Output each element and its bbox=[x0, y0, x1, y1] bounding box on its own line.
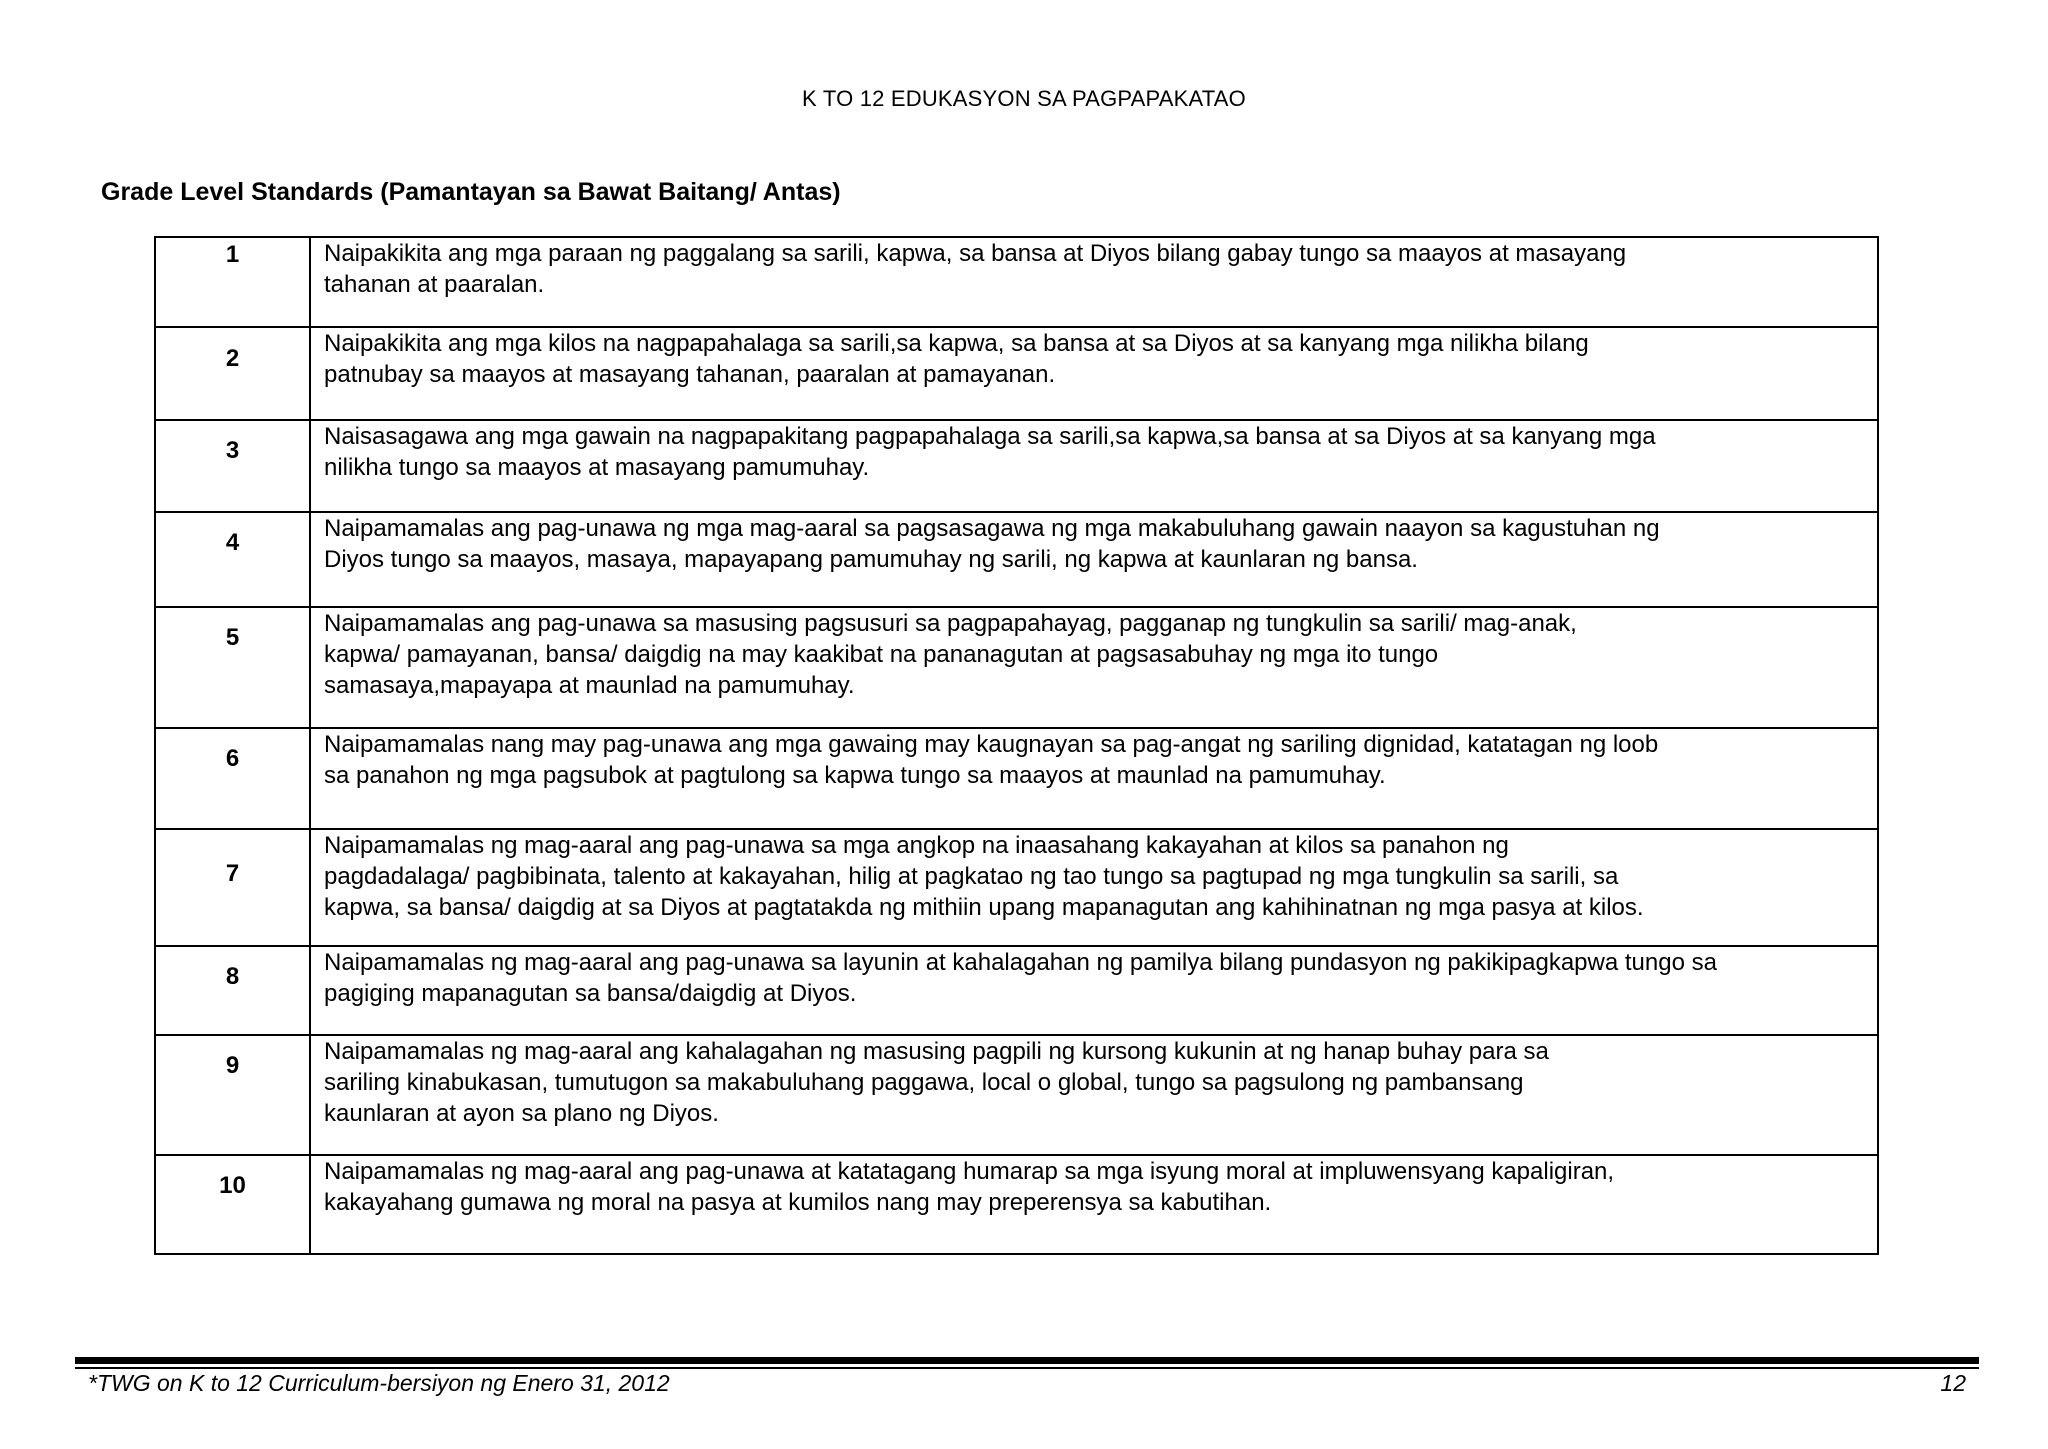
grade-cell bbox=[155, 607, 310, 728]
grade-number: 8 bbox=[225, 963, 240, 990]
grade-number: 3 bbox=[225, 437, 240, 464]
standards-table-body bbox=[155, 237, 1878, 1254]
standard-description-cell bbox=[310, 420, 1878, 512]
page-number: 12 bbox=[1940, 1370, 1966, 1396]
grade-number: 4 bbox=[225, 529, 240, 556]
standard-description-line: Naipamamalas ang pag-unawa ng mga mag-aaral sa pagsasagawa ng mga makabuluhang gawain naayon sa kagustuhan ng bbox=[324, 515, 1660, 542]
footer-divider-thick bbox=[75, 1357, 1979, 1364]
standard-description-line: Diyos tungo sa maayos, masaya, mapayapang pamumuhay ng sarili, ng kapwa at kaunlaran ng bansa. bbox=[324, 546, 1418, 573]
grade-number: 10 bbox=[219, 1172, 246, 1199]
grade-number: 6 bbox=[225, 745, 240, 772]
standard-description-cell bbox=[310, 512, 1878, 607]
standard-description-cell bbox=[310, 728, 1878, 829]
standard-description-line: patnubay sa maayos at masayang tahanan, paaralan at pamayanan. bbox=[324, 361, 1056, 388]
grade-cell bbox=[155, 420, 310, 512]
grade-number: 7 bbox=[225, 860, 240, 887]
standard-description-line: Naipakikita ang mga paraan ng paggalang sa sarili, kapwa, sa bansa at Diyos bilang gabay tungo sa maayos at masayang bbox=[324, 240, 1627, 267]
document-header-title: K TO 12 EDUKASYON SA PAGPAPAKATAO bbox=[802, 86, 1246, 111]
standard-description-cell bbox=[310, 829, 1878, 946]
table-row bbox=[155, 728, 1878, 829]
grade-cell bbox=[155, 237, 310, 327]
grade-cell bbox=[155, 512, 310, 607]
grade-number: 2 bbox=[225, 345, 240, 372]
grade-number: 1 bbox=[225, 241, 240, 268]
grade-cell bbox=[155, 327, 310, 420]
grade-cell bbox=[155, 829, 310, 946]
standard-description-cell bbox=[310, 946, 1878, 1035]
table-row bbox=[155, 607, 1878, 728]
table-row bbox=[155, 420, 1878, 512]
grade-number: 9 bbox=[225, 1052, 240, 1079]
standard-description-line: sariling kinabukasan, tumutugon sa makabuluhang paggawa, local o global, tungo sa pagsulong ng pambansang bbox=[324, 1069, 1524, 1096]
grade-level-standards-table bbox=[154, 236, 1879, 1255]
footer-divider-thin bbox=[75, 1367, 1979, 1369]
standard-description-line: Naipamamalas ng mag-aaral ang pag-unawa at katatagang humarap sa mga isyung moral at impluwensyang kapaligiran, bbox=[324, 1158, 1615, 1185]
table-row bbox=[155, 946, 1878, 1035]
standard-description-line: pagiging mapanagutan sa bansa/daigdig at Diyos. bbox=[324, 980, 857, 1007]
section-title: Grade Level Standards (Pamantayan sa Bawat Baitang/ Antas) bbox=[101, 178, 841, 206]
standard-description-line: Naipamamalas nang may pag-unawa ang mga gawaing may kaugnayan sa pag-angat ng sariling dignidad, katatagan ng loob bbox=[324, 731, 1659, 758]
standard-description-cell bbox=[310, 1155, 1878, 1254]
grade-cell bbox=[155, 1155, 310, 1254]
grade-cell bbox=[155, 1035, 310, 1155]
grade-number: 5 bbox=[225, 624, 240, 651]
standard-description-cell bbox=[310, 607, 1878, 728]
standard-description-line: kakayahang gumawa ng moral na pasya at kumilos nang may preperensya sa kabutihan. bbox=[324, 1189, 1272, 1216]
standard-description-line: Naipamamalas ng mag-aaral ang kahalagahan ng masusing pagpili ng kursong kukunin at ng hanap buhay para sa bbox=[324, 1038, 1549, 1065]
footer-note: *TWG on K to 12 Curriculum-bersiyon ng Enero 31, 2012 bbox=[88, 1370, 670, 1396]
grade-cell bbox=[155, 946, 310, 1035]
standard-description-line: Naipamamalas ng mag-aaral ang pag-unawa sa layunin at kahalagahan ng pamilya bilang pundasyon ng pakikipagkapwa tungo sa bbox=[324, 949, 1717, 976]
standard-description-line: Naipakikita ang mga kilos na nagpapahalaga sa sarili,sa kapwa, sa bansa at sa Diyos at sa kanyang mga nilikha bilang bbox=[324, 330, 1589, 357]
standard-description-cell bbox=[310, 327, 1878, 420]
table-row bbox=[155, 237, 1878, 327]
standard-description-line: tahanan at paaralan. bbox=[324, 271, 545, 298]
standard-description-line: Naipamamalas ng mag-aaral ang pag-unawa sa mga angkop na inaasahang kakayahan at kilos sa panahon ng bbox=[324, 832, 1509, 859]
standard-description-line: pagdadalaga/ pagbibinata, talento at kakayahan, hilig at pagkatao ng tao tungo sa pagtupad ng mga tungkulin sa sarili, sa bbox=[324, 863, 1619, 890]
standard-description-line: Naipamamalas ang pag-unawa sa masusing pagsusuri sa pagpapahayag, pagganap ng tungkulin sa sarili/ mag-anak, bbox=[324, 610, 1577, 637]
standard-description-line: sa panahon ng mga pagsubok at pagtulong sa kapwa tungo sa maayos at maunlad na pamumuhay. bbox=[324, 762, 1386, 789]
table-row bbox=[155, 327, 1878, 420]
standard-description-cell bbox=[310, 237, 1878, 327]
table-row bbox=[155, 829, 1878, 946]
table-row bbox=[155, 1035, 1878, 1155]
standard-description-line: kapwa, sa bansa/ daigdig at sa Diyos at pagtatakda ng mithiin upang mapanagutan ang kahihinatnan ng mga pasya at kilos. bbox=[324, 894, 1644, 921]
table-row bbox=[155, 512, 1878, 607]
table-row bbox=[155, 1155, 1878, 1254]
standard-description-line: samasaya,mapayapa at maunlad na pamumuhay. bbox=[324, 672, 855, 699]
standard-description-cell bbox=[310, 1035, 1878, 1155]
standard-description-line: Naisasagawa ang mga gawain na nagpapakitang pagpapahalaga sa sarili,sa kapwa,sa bansa at sa Diyos at sa kanyang mga bbox=[324, 423, 1656, 450]
grade-cell bbox=[155, 728, 310, 829]
standard-description-line: kaunlaran at ayon sa plano ng Diyos. bbox=[324, 1100, 719, 1127]
standard-description-line: nilikha tungo sa maayos at masayang pamumuhay. bbox=[324, 454, 870, 481]
standard-description-line: kapwa/ pamayanan, bansa/ daigdig na may kaakibat na pananagutan at pagsasabuhay ng mga ito tungo bbox=[324, 641, 1439, 668]
